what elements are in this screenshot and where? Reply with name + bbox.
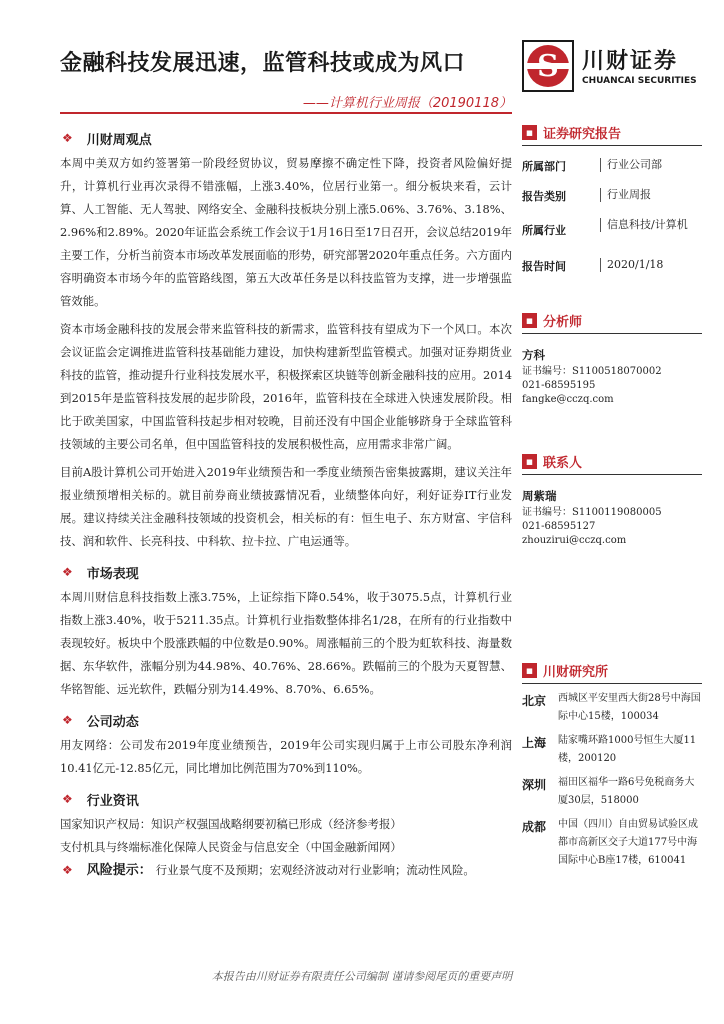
company-logo <box>522 40 702 96</box>
view-paragraph-3: 目前A股计算机公司开始进入2019年业绩预告和一季度业绩预告密集披露期，建议关注年报业绩预增相关标的。就目前券商业绩披露情况看，业绩整体向好，利好证券IT行业发展。建议持续关注金融科技领域的投资机会，相关标的有：恒生电子、东方财富、宇信科技、润和软件、长亮科技、中科软、拉卡拉、广电运通等。 <box>60 465 512 548</box>
office-city: 上海 <box>522 736 547 750</box>
sidebar-title-analyst: 分析师 <box>543 315 583 330</box>
contact-phone: 021-68595127 <box>522 521 596 532</box>
contact-name: 周紫瑞 <box>522 489 557 503</box>
info-value: 信息科技/计算机 <box>600 218 702 232</box>
office-item <box>522 690 702 726</box>
risk-text: 行业景气度不及预期；宏观经济波动对行业影响；流动性风险。 <box>155 863 475 877</box>
analyst-phone: 021-68595195 <box>522 380 596 391</box>
office-city: 深圳 <box>522 778 547 792</box>
contact-card <box>522 489 702 548</box>
report-subtitle: ——计算机行业周报（20190118） <box>302 96 512 111</box>
report-title: 金融科技发展迅速，监管科技或成为风口 <box>60 51 466 76</box>
header-divider <box>60 112 512 114</box>
view-paragraph-2: 资本市场金融科技的发展会带来监管科技的新需求，监管科技有望成为下一个风口。本次会议证监会定调推进监管科技基础能力建设，加快构建新型监管模式。加强对证券期货业科技的监管，推动提升行业科技发展水平，积极探索区块链等创新金融科技的应用。2014到2015年是监管科技发展的起步阶段，2016年，监管科技在全球进入快速发展阶段。相比于欧美国家，中国监管科技起步相对较晚，目前还没有中国企业能够跻身于全球监管科技领域的主要公司名单，但中国监管科技的发展积极性高，应用需求非常广阔。 <box>60 322 512 451</box>
section-title-market: 市场表现 <box>86 566 139 582</box>
info-value: 2020/1/18 <box>600 258 702 272</box>
info-label: 所属行业 <box>522 224 566 237</box>
diamond-bullet-icon: ❖ <box>62 565 73 579</box>
diamond-bullet-icon: ❖ <box>62 792 73 806</box>
office-item <box>522 732 702 768</box>
company-paragraph: 用友网络：公司发布2019年度业绩预告，2019年公司实现归属于上市公司股东净利润10.41亿元-12.85亿元，同比增加比例范围为70%到110%。 <box>60 738 512 775</box>
office-city: 成都 <box>522 820 547 834</box>
info-label: 所属部门 <box>522 160 566 173</box>
diamond-bullet-icon: ❖ <box>62 131 73 145</box>
sidebar-title-contact: 联系人 <box>543 456 583 471</box>
info-value: 行业公司部 <box>600 158 702 172</box>
diamond-bullet-icon: ❖ <box>62 713 73 727</box>
section-header-industry <box>60 785 512 813</box>
analyst-email[interactable]: fangke@cczq.com <box>522 394 614 405</box>
logo-mark-letter: S <box>537 49 559 84</box>
info-row <box>522 214 702 254</box>
info-row <box>522 184 702 214</box>
analyst-card <box>522 348 702 407</box>
section-title-view: 川财周观点 <box>86 132 152 148</box>
office-address: 中国（四川）自由贸易试验区成都市高新区交子大道177号中海国际中心B座17楼，610041 <box>558 819 698 866</box>
view-paragraph-1: 本周中美双方如约签署第一阶段经贸协议，贸易摩擦不确定性下降，投资者风险偏好提升，计算机行业再次录得不错涨幅，上涨3.40%，位居行业第一。细分板块来看，云计算、人工智能、无人驾驶、网络安全、金融科技板块分别上涨5.06%、3.76%、3.18%、2.96%和2.89%。2020年证监会系统工作会议于1月16日至17日召开，会议总结2019年主要工作，分析当前资本市场改革发展面临的形势，研究部署2020年重点任务。六方面内容明确资本市场今年的监管路线图，第五大改革任务是以科技监管为支撑，进一步增强监管效能。 <box>60 156 512 308</box>
section-title-industry: 行业资讯 <box>86 793 139 809</box>
analyst-name: 方科 <box>522 348 545 362</box>
chuancai-logo-icon <box>522 40 574 92</box>
contact-email[interactable]: zhouzirui@cczq.com <box>522 535 627 546</box>
sidebar <box>522 120 702 870</box>
risk-warning <box>60 859 512 882</box>
office-address: 福田区福华一路6号免税商务大厦30层，518000 <box>558 777 695 806</box>
bullet-square-icon: ▪ <box>522 454 537 469</box>
risk-title: 风险提示： <box>86 863 152 878</box>
sidebar-header-analyst <box>522 308 702 334</box>
page-footer: 本报告由川财证券有限责任公司编制 谨请参阅尾页的重要声明 <box>211 970 513 983</box>
section-header-view <box>60 124 512 152</box>
sidebar-header-institute <box>522 658 702 684</box>
logo-name-cn: 川财证券 <box>582 49 679 74</box>
section-header-market <box>60 558 512 586</box>
bullet-square-icon: ▪ <box>522 663 537 678</box>
section-header-company <box>60 706 512 734</box>
industry-news-item: 国家知识产权局：知识产权强国战略纲要初稿已形成（经济参考报） <box>60 817 402 831</box>
industry-news-item: 支付机具与终端标准化保障人民资金与信息安全（中国金融新闻网） <box>60 840 402 854</box>
bullet-square-icon: ▪ <box>522 125 537 140</box>
bullet-square-icon: ▪ <box>522 313 537 328</box>
sidebar-title-institute: 川财研究所 <box>543 665 609 680</box>
info-row <box>522 154 702 184</box>
office-city: 北京 <box>522 694 547 708</box>
diamond-bullet-icon: ❖ <box>62 863 73 877</box>
office-item <box>522 816 702 870</box>
market-paragraph: 本周川财信息科技指数上涨3.75%，上证综指下降0.54%，收于3075.5点，计算机行业指数上涨3.40%，收于5211.35点。计算机行业指数整体排名1/28，在所有的行业指数中表现较好。板块中个股涨跌幅的中位数是0.90%。周涨幅前三的个股为虹软科技、海量数据、东华软件，涨幅分别为44.98%、40.76%、28.66%。跌幅前三的个股为天夏智慧、华铭智能、远光软件，跌幅分别为14.49%、8.70%、6.65%。 <box>60 590 512 696</box>
info-row <box>522 254 702 284</box>
office-address: 陆家嘴环路1000号恒生大厦11楼，200120 <box>558 735 697 764</box>
sidebar-title-report: 证券研究报告 <box>543 127 622 142</box>
sidebar-header-report <box>522 120 702 146</box>
logo-name-en: CHUANCAI SECURITIES <box>582 76 697 86</box>
info-label: 报告类别 <box>522 190 566 203</box>
main-content <box>60 120 512 882</box>
office-item <box>522 774 702 810</box>
section-title-company: 公司动态 <box>86 714 139 730</box>
info-value: 行业周报 <box>600 188 702 202</box>
office-list <box>522 690 702 870</box>
sidebar-header-contact <box>522 449 702 475</box>
office-address: 西城区平安里西大街28号中海国际中心15楼，100034 <box>558 693 701 722</box>
info-label: 报告时间 <box>522 260 566 273</box>
report-info-table <box>522 154 702 284</box>
contact-cert: 证书编号：S1100119080005 <box>522 507 662 518</box>
analyst-cert: 证书编号：S1100518070002 <box>522 366 662 377</box>
